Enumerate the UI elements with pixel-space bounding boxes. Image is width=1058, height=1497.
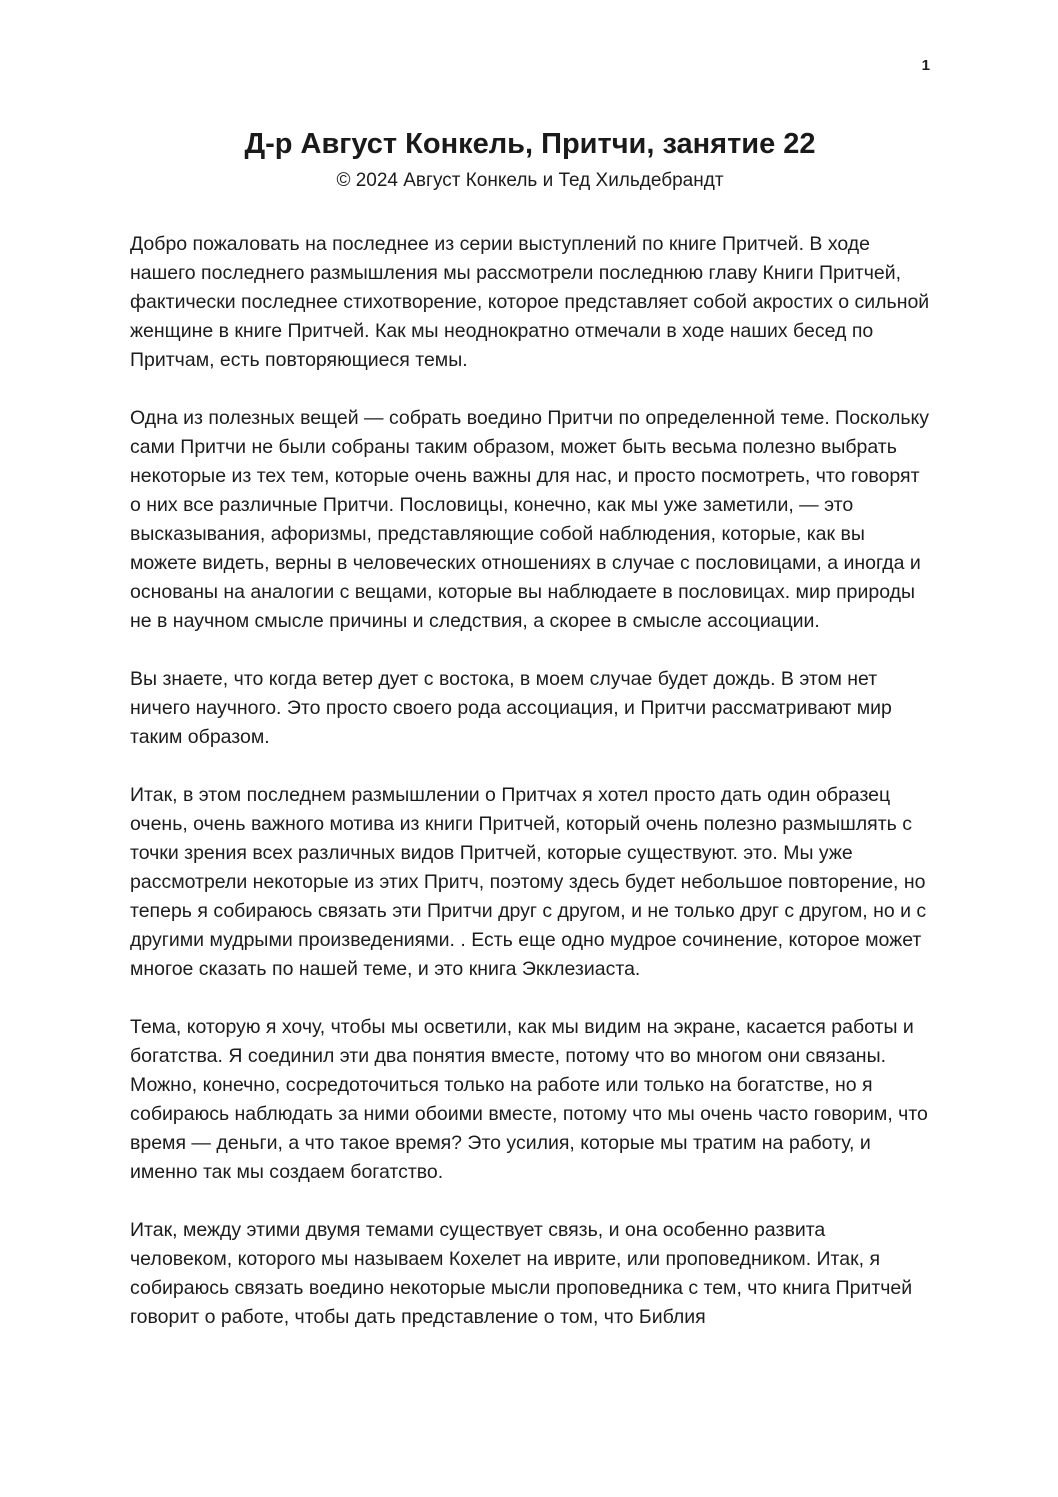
paragraph: Итак, в этом последнем размышлении о Притчах я хотел просто дать один образец очень, очень важного мотива из книги Притчей, который очень полезно размышлять с точки зрения всех различных видов Притчей, которые существуют. это. Мы уже рассмотрели некоторые из этих Притч, поэтому здесь будет небольшое повторение, но теперь я собираюсь связать эти Притчи друг с другом, и не только друг с другом, но и с другими мудрыми произведениями. . Есть еще одно мудрое сочинение, которое может многое сказать по нашей теме, и это книга Экклезиаста. [130, 784, 927, 980]
paragraph: Вы знаете, что когда ветер дует с востока, в моем случае будет дождь. В этом нет ничего научного. Это просто своего рода ассоциация, и Притчи рассматривают мир таким образом. [130, 668, 892, 748]
paragraph: Тема, которую я хочу, чтобы мы осветили, как мы видим на экране, касается работы и богатства. Я соединил эти два понятия вместе, потому что во многом они связаны. Можно, конечно, сосредоточиться только на работе или только на богатстве, но я собираюсь наблюдать за ними обоими вместе, потому что мы очень часто говорим, что время — деньги, а что такое время? Это усилия, которые мы тратим на работу, и именно так мы создаем богатство. [130, 1016, 928, 1183]
copyright-line: © 2024 Август Конкель и Тед Хильдебрандт [336, 170, 724, 191]
page-title: Д-р Август Конкель, Притчи, занятие 22 [244, 128, 816, 160]
document-body [130, 230, 930, 1332]
page-number: 1 [921, 57, 930, 74]
paragraph: Добро пожаловать на последнее из серии выступлений по книге Притчей. В ходе нашего последнего размышления мы рассмотрели последнюю главу Книги Притчей, фактически последнее стихотворение, которое представляет собой акростих о сильной женщине в книге Притчей. Как мы неоднократно отмечали в ходе наших бесед по Притчам, есть повторяющиеся темы. [130, 233, 930, 371]
paragraph: Итак, между этими двумя темами существует связь, и она особенно развита человеком, которого мы называем Кохелет на иврите, или проповедником. Итак, я собираюсь связать воедино некоторые мысли проповедника с тем, что книга Притчей говорит о работе, чтобы дать представление о том, что Библия [130, 1219, 913, 1328]
paragraph: Одна из полезных вещей — собрать воедино Притчи по определенной теме. Поскольку сами Притчи не были собраны таким образом, может быть весьма полезно выбрать некоторые из тех тем, которые очень важны для нас, и просто посмотреть, что говорят о них все различные Притчи. Пословицы, конечно, как мы уже заметили, — это высказывания, афоризмы, представляющие собой наблюдения, которые, как вы можете видеть, верны в человеческих отношениях в случае с пословицами, а иногда и основаны на аналогии с вещами, которые вы наблюдаете в пословицах. мир природы не в научном смысле причины и следствия, а скорее в смысле ассоциации. [130, 407, 929, 632]
